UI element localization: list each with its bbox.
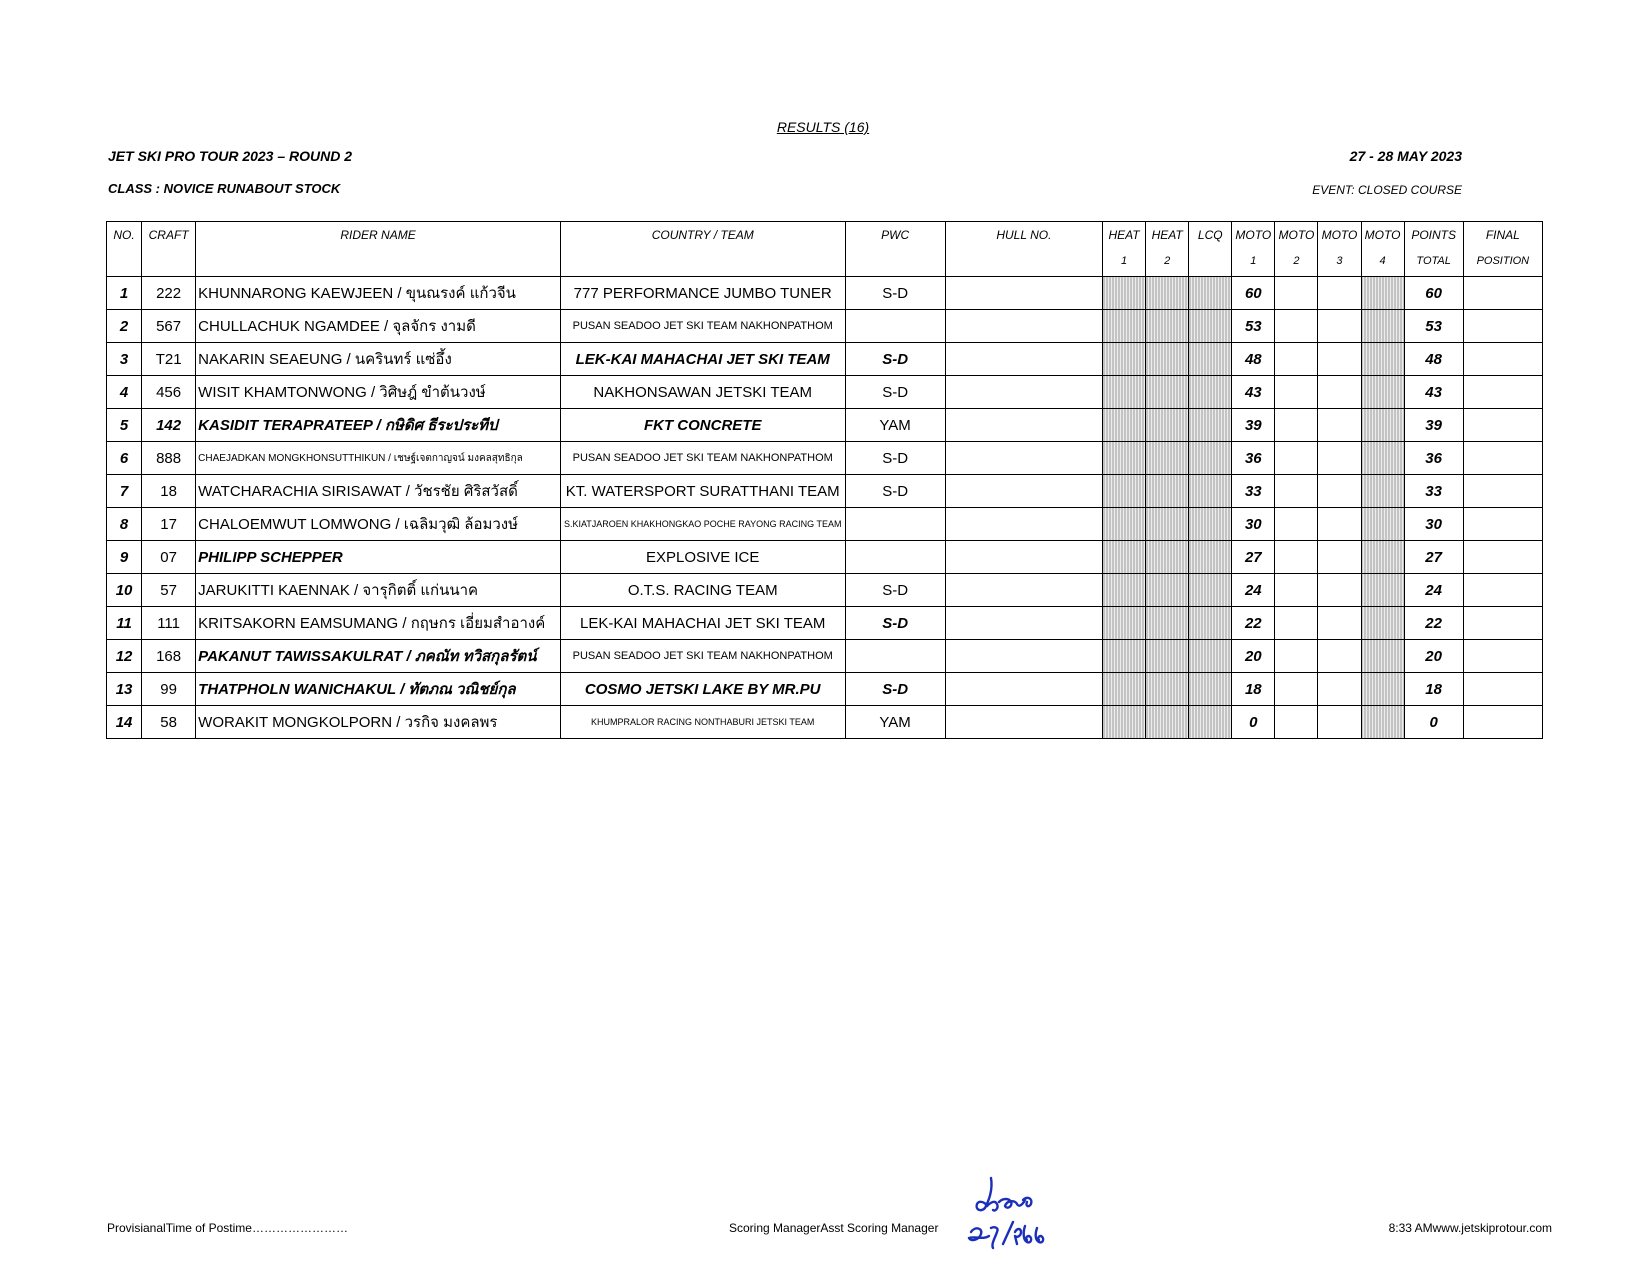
row-pwc <box>845 508 945 541</box>
row-no: 12 <box>107 640 142 673</box>
row-moto-4 <box>1361 706 1404 739</box>
row-heat-1 <box>1103 706 1146 739</box>
row-final-position <box>1463 574 1542 607</box>
row-points-total: 20 <box>1404 640 1463 673</box>
event-title: JET SKI PRO TOUR 2023 – ROUND 2 <box>108 148 353 164</box>
row-points-total: 18 <box>1404 673 1463 706</box>
row-points-total: 48 <box>1404 343 1463 376</box>
row-lcq <box>1189 376 1232 409</box>
row-pwc: YAM <box>845 409 945 442</box>
row-pwc <box>845 541 945 574</box>
row-rider-name: JARUKITTI KAENNAK / จารุกิตติ์ แก่นนาค <box>196 574 561 607</box>
row-heat-2 <box>1146 343 1189 376</box>
row-final-position <box>1463 508 1542 541</box>
row-moto-1: 48 <box>1232 343 1275 376</box>
row-team: COSMO JETSKI LAKE BY MR.PU <box>560 673 845 706</box>
row-hull-no <box>945 310 1102 343</box>
row-lcq <box>1189 541 1232 574</box>
row-moto-3 <box>1318 409 1361 442</box>
row-team: 777 PERFORMANCE JUMBO TUNER <box>560 277 845 310</box>
row-moto-4 <box>1361 673 1404 706</box>
result-row <box>107 640 1543 673</box>
row-moto-1: 0 <box>1232 706 1275 739</box>
col-moto-3: MOTO 3 <box>1318 222 1361 277</box>
row-moto-3 <box>1318 673 1361 706</box>
row-rider-name: KRITSAKORN EAMSUMANG / กฤษกร เอี่ยมสำอางค์ <box>196 607 561 640</box>
row-heat-2 <box>1146 673 1189 706</box>
row-points-total: 36 <box>1404 442 1463 475</box>
row-final-position <box>1463 343 1542 376</box>
row-moto-2 <box>1275 409 1318 442</box>
row-moto-2 <box>1275 442 1318 475</box>
row-heat-2 <box>1146 640 1189 673</box>
result-row <box>107 409 1543 442</box>
row-moto-3 <box>1318 442 1361 475</box>
row-craft: 58 <box>142 706 196 739</box>
row-points-total: 22 <box>1404 607 1463 640</box>
row-final-position <box>1463 409 1542 442</box>
row-team: FKT CONCRETE <box>560 409 845 442</box>
row-moto-2 <box>1275 508 1318 541</box>
row-craft: 888 <box>142 442 196 475</box>
row-pwc: S-D <box>845 673 945 706</box>
row-moto-2 <box>1275 607 1318 640</box>
row-lcq <box>1189 607 1232 640</box>
row-craft: 18 <box>142 475 196 508</box>
row-moto-4 <box>1361 607 1404 640</box>
row-heat-1 <box>1103 442 1146 475</box>
col-moto-1: MOTO 1 <box>1232 222 1275 277</box>
row-moto-3 <box>1318 277 1361 310</box>
row-moto-2 <box>1275 310 1318 343</box>
row-points-total: 0 <box>1404 706 1463 739</box>
row-no: 5 <box>107 409 142 442</box>
row-lcq <box>1189 508 1232 541</box>
row-heat-2 <box>1146 607 1189 640</box>
row-moto-1: 20 <box>1232 640 1275 673</box>
row-moto-4 <box>1361 343 1404 376</box>
row-moto-4 <box>1361 574 1404 607</box>
row-points-total: 30 <box>1404 508 1463 541</box>
row-final-position <box>1463 706 1542 739</box>
col-moto-4: MOTO 4 <box>1361 222 1404 277</box>
row-moto-2 <box>1275 376 1318 409</box>
col-rider-name: RIDER NAME <box>196 222 561 277</box>
row-lcq <box>1189 706 1232 739</box>
row-heat-2 <box>1146 706 1189 739</box>
row-heat-1 <box>1103 376 1146 409</box>
row-moto-1: 43 <box>1232 376 1275 409</box>
row-craft: 567 <box>142 310 196 343</box>
row-moto-3 <box>1318 310 1361 343</box>
col-pwc: PWC <box>845 222 945 277</box>
row-moto-1: 30 <box>1232 508 1275 541</box>
row-lcq <box>1189 343 1232 376</box>
row-rider-name: WORAKIT MONGKOLPORN / วรกิจ มงคลพร <box>196 706 561 739</box>
results-table <box>106 221 1543 739</box>
row-moto-3 <box>1318 541 1361 574</box>
row-moto-4 <box>1361 541 1404 574</box>
row-craft: 142 <box>142 409 196 442</box>
row-pwc: S-D <box>845 574 945 607</box>
result-row <box>107 574 1543 607</box>
row-craft: 168 <box>142 640 196 673</box>
results-title: RESULTS (16) <box>776 119 870 135</box>
row-pwc <box>845 310 945 343</box>
row-craft: 456 <box>142 376 196 409</box>
row-moto-2 <box>1275 706 1318 739</box>
row-heat-2 <box>1146 574 1189 607</box>
row-moto-2 <box>1275 475 1318 508</box>
col-craft: CRAFT <box>142 222 196 277</box>
row-heat-1 <box>1103 310 1146 343</box>
row-points-total: 24 <box>1404 574 1463 607</box>
result-row <box>107 343 1543 376</box>
row-lcq <box>1189 640 1232 673</box>
row-moto-4 <box>1361 277 1404 310</box>
row-final-position <box>1463 310 1542 343</box>
result-row <box>107 706 1543 739</box>
col-hull-no: HULL NO. <box>945 222 1102 277</box>
row-moto-3 <box>1318 640 1361 673</box>
row-rider-name: CHAEJADKAN MONGKHONSUTTHIKUN / เชษฐ์เจตกาญจน์ มงคลสุทธิกุล <box>196 442 561 475</box>
row-team: KHUMPRALOR RACING NONTHABURI JETSKI TEAM <box>560 706 845 739</box>
row-moto-1: 22 <box>1232 607 1275 640</box>
col-heat-1: HEAT 1 <box>1103 222 1146 277</box>
row-pwc: S-D <box>845 442 945 475</box>
row-final-position <box>1463 607 1542 640</box>
row-no: 6 <box>107 442 142 475</box>
row-final-position <box>1463 277 1542 310</box>
row-craft: 07 <box>142 541 196 574</box>
row-team: O.T.S. RACING TEAM <box>560 574 845 607</box>
row-no: 8 <box>107 508 142 541</box>
row-heat-2 <box>1146 277 1189 310</box>
row-no: 1 <box>107 277 142 310</box>
row-no: 14 <box>107 706 142 739</box>
handwritten-signature <box>955 1170 1065 1260</box>
result-row <box>107 607 1543 640</box>
row-rider-name: WISIT KHAMTONWONG / วิศิษฎ์ ขำต้นวงษ์ <box>196 376 561 409</box>
row-moto-2 <box>1275 673 1318 706</box>
row-hull-no <box>945 541 1102 574</box>
row-team: PUSAN SEADOO JET SKI TEAM NAKHONPATHOM <box>560 640 845 673</box>
row-pwc: S-D <box>845 376 945 409</box>
row-pwc <box>845 640 945 673</box>
row-heat-1 <box>1103 640 1146 673</box>
result-row <box>107 475 1543 508</box>
row-moto-1: 60 <box>1232 277 1275 310</box>
row-final-position <box>1463 376 1542 409</box>
col-lcq: LCQ <box>1189 222 1232 277</box>
row-craft: 222 <box>142 277 196 310</box>
footer-provisional: ProvisianalTime of Postime…………………… <box>107 1221 348 1235</box>
row-rider-name: NAKARIN SEAEUNG / นครินทร์ แซ่อึ้ง <box>196 343 561 376</box>
row-hull-no <box>945 508 1102 541</box>
row-heat-1 <box>1103 607 1146 640</box>
row-heat-1 <box>1103 475 1146 508</box>
row-hull-no <box>945 673 1102 706</box>
row-no: 3 <box>107 343 142 376</box>
row-lcq <box>1189 574 1232 607</box>
row-hull-no <box>945 475 1102 508</box>
row-moto-3 <box>1318 574 1361 607</box>
row-craft: T21 <box>142 343 196 376</box>
row-rider-name: KHUNNARONG KAEWJEEN / ขุนณรงค์ แก้วจีน <box>196 277 561 310</box>
row-rider-name: CHALOEMWUT LOMWONG / เฉลิมวุฒิ ล้อมวงษ์ <box>196 508 561 541</box>
row-lcq <box>1189 409 1232 442</box>
col-final-position: FINAL POSITION <box>1463 222 1542 277</box>
event-type: EVENT: CLOSED COURSE <box>1312 183 1462 197</box>
result-row <box>107 376 1543 409</box>
row-lcq <box>1189 475 1232 508</box>
row-hull-no <box>945 706 1102 739</box>
row-heat-2 <box>1146 376 1189 409</box>
row-craft: 111 <box>142 607 196 640</box>
row-moto-2 <box>1275 277 1318 310</box>
row-moto-3 <box>1318 343 1361 376</box>
row-final-position <box>1463 673 1542 706</box>
row-moto-1: 36 <box>1232 442 1275 475</box>
event-date: 27 - 28 MAY 2023 <box>1349 148 1462 164</box>
row-points-total: 60 <box>1404 277 1463 310</box>
row-heat-2 <box>1146 310 1189 343</box>
row-moto-4 <box>1361 475 1404 508</box>
row-points-total: 53 <box>1404 310 1463 343</box>
result-row <box>107 442 1543 475</box>
row-team: KT. WATERSPORT SURATTHANI TEAM <box>560 475 845 508</box>
row-moto-4 <box>1361 409 1404 442</box>
row-no: 10 <box>107 574 142 607</box>
col-country-team: COUNTRY / TEAM <box>560 222 845 277</box>
row-heat-1 <box>1103 574 1146 607</box>
row-rider-name: PHILIPP SCHEPPER <box>196 541 561 574</box>
col-heat-2: HEAT 2 <box>1146 222 1189 277</box>
row-heat-2 <box>1146 475 1189 508</box>
row-final-position <box>1463 541 1542 574</box>
row-craft: 57 <box>142 574 196 607</box>
footer-scoring-manager: Scoring ManagerAsst Scoring Manager <box>729 1221 939 1235</box>
row-craft: 99 <box>142 673 196 706</box>
col-moto-2: MOTO 2 <box>1275 222 1318 277</box>
row-heat-1 <box>1103 508 1146 541</box>
row-heat-2 <box>1146 442 1189 475</box>
col-no: NO. <box>107 222 142 277</box>
row-heat-1 <box>1103 343 1146 376</box>
row-team: PUSAN SEADOO JET SKI TEAM NAKHONPATHOM <box>560 442 845 475</box>
row-no: 13 <box>107 673 142 706</box>
row-rider-name: KASIDIT TERAPRATEEP / กษิดิศ ธีระประทีป <box>196 409 561 442</box>
footer-time-website: 8:33 AMwww.jetskiprotour.com <box>1388 1221 1552 1235</box>
row-rider-name: CHULLACHUK NGAMDEE / จุลจักร งามดี <box>196 310 561 343</box>
row-team: NAKHONSAWAN JETSKI TEAM <box>560 376 845 409</box>
row-heat-1 <box>1103 673 1146 706</box>
row-moto-3 <box>1318 376 1361 409</box>
row-hull-no <box>945 574 1102 607</box>
row-pwc: YAM <box>845 706 945 739</box>
row-final-position <box>1463 442 1542 475</box>
row-hull-no <box>945 442 1102 475</box>
row-moto-4 <box>1361 376 1404 409</box>
row-moto-1: 39 <box>1232 409 1275 442</box>
row-rider-name: THATPHOLN WANICHAKUL / ทัตภณ วณิชย์กุล <box>196 673 561 706</box>
row-points-total: 39 <box>1404 409 1463 442</box>
row-heat-1 <box>1103 409 1146 442</box>
row-team: LEK-KAI MAHACHAI JET SKI TEAM <box>560 343 845 376</box>
header-row <box>107 222 1543 277</box>
row-moto-4 <box>1361 508 1404 541</box>
row-hull-no <box>945 376 1102 409</box>
row-rider-name: PAKANUT TAWISSAKULRAT / ภคณัท ทวิสกุลรัตน์ <box>196 640 561 673</box>
row-moto-3 <box>1318 706 1361 739</box>
row-no: 7 <box>107 475 142 508</box>
row-moto-4 <box>1361 640 1404 673</box>
row-pwc: S-D <box>845 343 945 376</box>
row-points-total: 27 <box>1404 541 1463 574</box>
row-team: PUSAN SEADOO JET SKI TEAM NAKHONPATHOM <box>560 310 845 343</box>
row-moto-1: 53 <box>1232 310 1275 343</box>
row-heat-1 <box>1103 541 1146 574</box>
row-final-position <box>1463 475 1542 508</box>
row-moto-2 <box>1275 541 1318 574</box>
row-hull-no <box>945 277 1102 310</box>
row-heat-2 <box>1146 508 1189 541</box>
row-team: S.KIATJAROEN KHAKHONGKAO POCHE RAYONG RACING TEAM <box>560 508 845 541</box>
row-heat-2 <box>1146 409 1189 442</box>
row-points-total: 33 <box>1404 475 1463 508</box>
result-row <box>107 673 1543 706</box>
row-hull-no <box>945 343 1102 376</box>
row-team: EXPLOSIVE ICE <box>560 541 845 574</box>
row-pwc: S-D <box>845 607 945 640</box>
row-lcq <box>1189 442 1232 475</box>
row-pwc: S-D <box>845 277 945 310</box>
row-heat-2 <box>1146 541 1189 574</box>
row-hull-no <box>945 409 1102 442</box>
row-rider-name: WATCHARACHIA SIRISAWAT / วัชรชัย ศิริสวัสดิ์ <box>196 475 561 508</box>
row-moto-2 <box>1275 574 1318 607</box>
row-heat-1 <box>1103 277 1146 310</box>
result-row <box>107 310 1543 343</box>
row-moto-2 <box>1275 640 1318 673</box>
row-craft: 17 <box>142 508 196 541</box>
row-moto-3 <box>1318 607 1361 640</box>
row-hull-no <box>945 607 1102 640</box>
row-moto-2 <box>1275 343 1318 376</box>
row-points-total: 43 <box>1404 376 1463 409</box>
row-moto-1: 27 <box>1232 541 1275 574</box>
row-moto-3 <box>1318 508 1361 541</box>
result-row <box>107 541 1543 574</box>
row-final-position <box>1463 640 1542 673</box>
row-lcq <box>1189 673 1232 706</box>
row-lcq <box>1189 310 1232 343</box>
row-no: 11 <box>107 607 142 640</box>
col-points-total: POINTS TOTAL <box>1404 222 1463 277</box>
row-moto-1: 24 <box>1232 574 1275 607</box>
row-moto-3 <box>1318 475 1361 508</box>
row-team: LEK-KAI MAHACHAI JET SKI TEAM <box>560 607 845 640</box>
row-moto-4 <box>1361 442 1404 475</box>
row-no: 2 <box>107 310 142 343</box>
row-hull-no <box>945 640 1102 673</box>
row-moto-1: 33 <box>1232 475 1275 508</box>
row-moto-1: 18 <box>1232 673 1275 706</box>
result-row <box>107 508 1543 541</box>
row-no: 4 <box>107 376 142 409</box>
result-row <box>107 277 1543 310</box>
row-no: 9 <box>107 541 142 574</box>
class-title: CLASS : NOVICE RUNABOUT STOCK <box>108 181 341 196</box>
row-moto-4 <box>1361 310 1404 343</box>
row-lcq <box>1189 277 1232 310</box>
row-pwc: S-D <box>845 475 945 508</box>
